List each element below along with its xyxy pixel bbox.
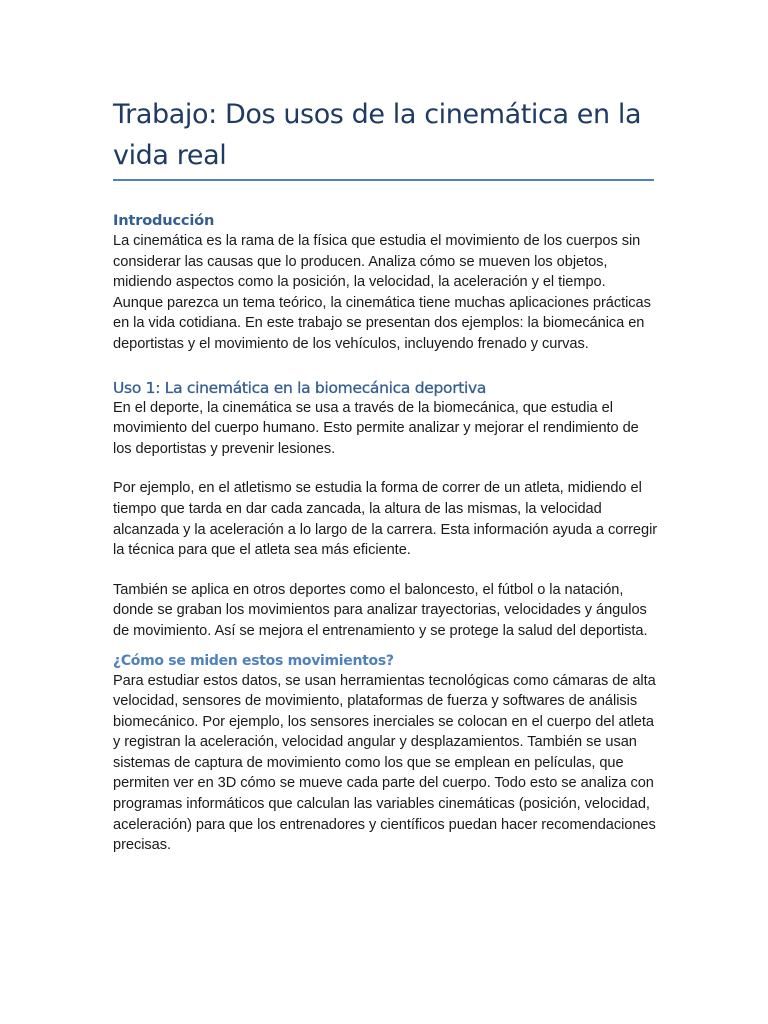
document-page: [113, 94, 658, 856]
subheading-como-se-miden: ¿Cómo se miden estos movimientos?: [113, 652, 394, 669]
paragraph-spacer: [113, 561, 658, 580]
paragraph-uso1-2: Por ejemplo, en el atletismo se estudia la forma de correr de un atleta, midiendo el tiempo que tarda en dar cada zancada, la altura de las mismas, la velocidad alcanzada y la aceleración a lo largo de la carrera. Esta información ayuda a corregir la técnica para que el atleta sea más eficiente.: [113, 480, 658, 559]
paragraph-spacer: [113, 459, 658, 478]
paragraph-uso1-3: También se aplica en otros deportes como el baloncesto, el fútbol o la natación, donde se graban los movimientos para analizar trayectorias, velocidades y ángulos de movimiento. Así se mejora el entrenamiento y se protege la salud del deportista.: [113, 581, 648, 639]
heading-introduccion: Introducción: [113, 212, 215, 229]
heading-uso-1: Uso 1: La cinemática en la biomecánica deportiva: [113, 378, 487, 397]
paragraph-uso1-1: En el deporte, la cinemática se usa a través de la biomecánica, que estudia el movimiento del cuerpo humano. Esto permite analizar y mejorar el rendimiento de los deportistas y prevenir lesiones.: [113, 399, 639, 457]
paragraph-uso1-4: Para estudiar estos datos, se usan herramientas tecnológicas como cámaras de alta velocidad, sensores de movimiento, plataformas de fuerza y softwares de análisis biomecánico. Por ejemplo, los sensores inerciales se colocan en el cuerpo del atleta y registran la aceleración, velocidad angular y desplazamientos. También se usan sistemas de captura de movimiento como los que se emplean en películas, que permiten ver en 3D cómo se mueve cada parte del cuerpo. Todo esto se analiza con programas informáticos que calculan las variables cinemáticas (posición, velocidad, aceleración) para que los entrenadores y científicos puedan hacer recomendaciones precisas.: [113, 672, 656, 854]
paragraph-introduccion: La cinemática es la rama de la física que estudia el movimiento de los cuerpos sin considerar las causas que lo producen. Analiza cómo se mueven los objetos, midiendo aspectos como la posición, la velocidad, la aceleración y el tiempo. Aunque parezca un tema teórico, la cinemática tiene muchas aplicaciones prácticas en la vida cotidiana. En este trabajo se presentan dos ejemplos: la biomecánica en deportistas y el movimiento de los vehículos, incluyendo frenado y curvas.: [113, 233, 651, 352]
document-title: Trabajo: Dos usos de la cinemática en la vida real: [113, 94, 654, 181]
